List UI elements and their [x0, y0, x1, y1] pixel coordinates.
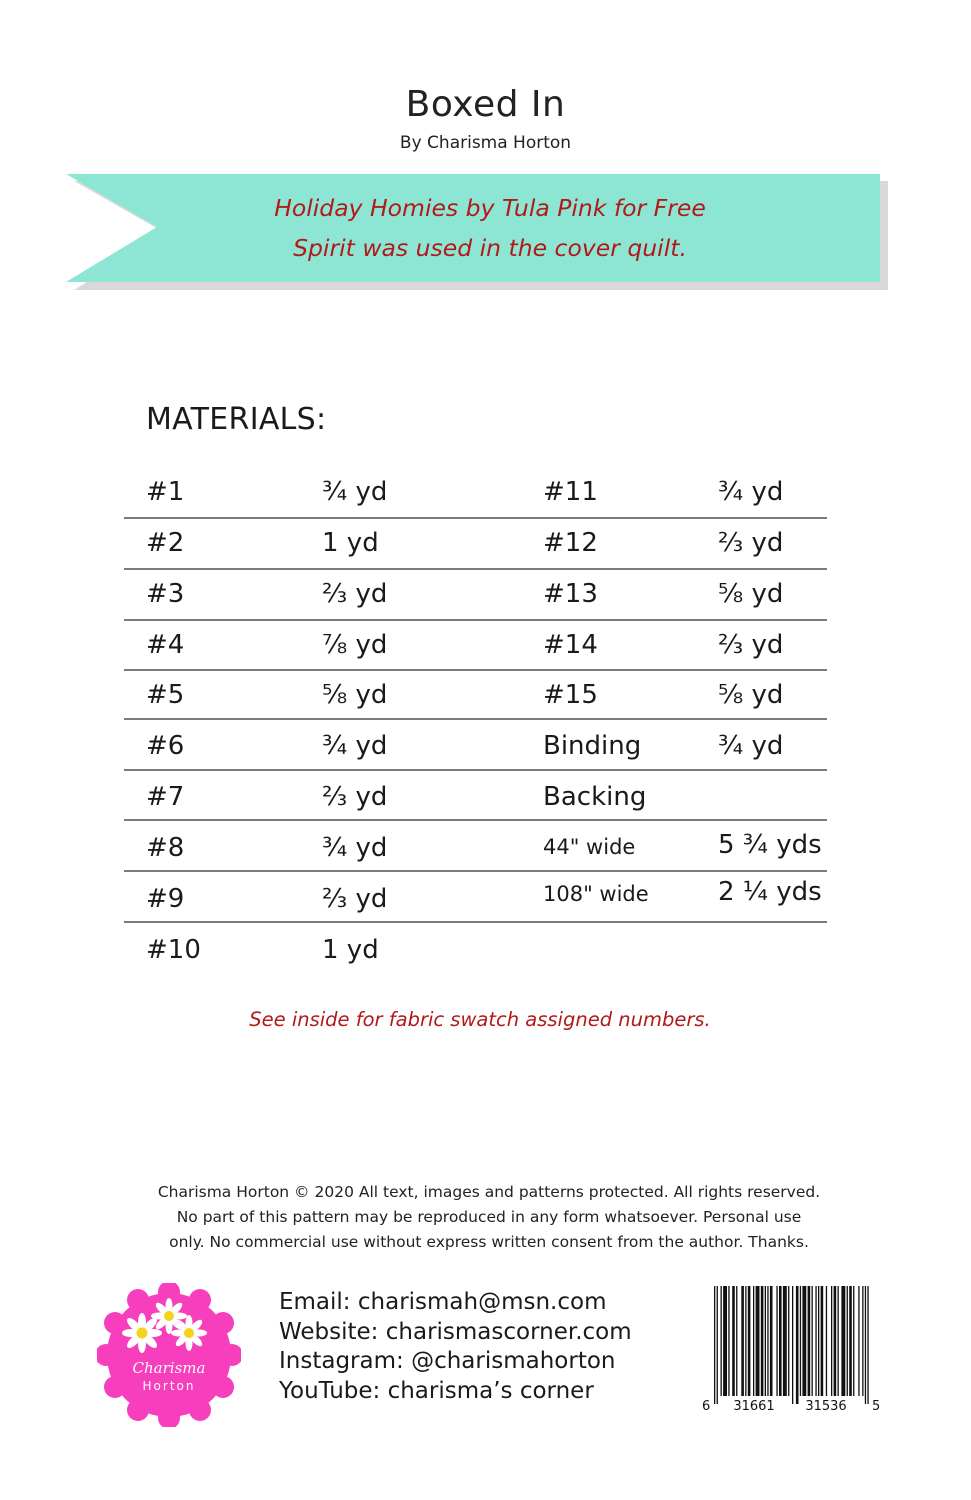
material-label: #11 — [543, 477, 598, 507]
barcode-bar — [826, 1286, 827, 1396]
material-label: #1 — [146, 477, 185, 507]
pattern-title: Boxed In — [405, 84, 566, 125]
material-label: Binding — [543, 731, 642, 761]
barcode-bar — [732, 1286, 735, 1396]
material-amount: ¾ yd — [322, 477, 388, 507]
ribbon-banner — [0, 168, 971, 293]
barcode-bar — [862, 1286, 863, 1396]
barcode-bar — [776, 1286, 777, 1396]
contact-youtube: YouTube: charisma’s corner — [279, 1378, 594, 1404]
row-divider — [124, 619, 827, 621]
row-divider — [124, 517, 827, 519]
barcode-bar — [818, 1286, 819, 1396]
backing-amount: 5 ¾ yds — [718, 830, 822, 860]
barcode-bar — [783, 1286, 787, 1396]
material-amount: ⅔ yd — [322, 579, 388, 609]
contact-email: Email: charismah@msn.com — [279, 1289, 607, 1315]
material-amount: ¾ yd — [322, 833, 388, 863]
contact-website: Website: charismascorner.com — [279, 1319, 632, 1345]
logo-text-1: Charisma — [132, 1359, 206, 1377]
copyright-line-3: only. No commercial use without express written consent from the author. Thanks. — [169, 1233, 809, 1251]
material-amount: ¾ yd — [322, 731, 388, 761]
material-amount: ⅔ yd — [322, 782, 388, 812]
barcode-bar — [800, 1286, 801, 1396]
author-byline: By Charisma Horton — [399, 133, 572, 153]
barcode-bar — [802, 1286, 806, 1396]
charisma-horton-logo — [97, 1283, 241, 1427]
barcode-bar — [736, 1286, 737, 1396]
material-label: #2 — [146, 528, 185, 558]
barcode-bar — [714, 1286, 715, 1404]
material-amount: 1 yd — [322, 935, 379, 965]
barcode-bar — [767, 1286, 768, 1396]
upc-barcode — [700, 1284, 884, 1416]
row-divider — [124, 669, 827, 671]
barcode-bar — [779, 1286, 782, 1396]
barcode-bar — [761, 1286, 764, 1396]
barcode-bar — [834, 1286, 837, 1396]
material-amount: ⅝ yd — [322, 680, 388, 710]
material-amount: ⅔ yd — [718, 630, 784, 660]
material-amount: ⅞ yd — [322, 630, 388, 660]
barcode-digit-last: 5 — [872, 1399, 881, 1414]
barcode-bar — [853, 1286, 854, 1396]
row-divider — [124, 568, 827, 570]
material-amount: ¾ yd — [718, 477, 784, 507]
barcode-bar — [770, 1286, 773, 1396]
material-amount: ¾ yd — [718, 731, 784, 761]
barcode-bars — [714, 1286, 869, 1404]
copyright-line-1: Charisma Horton © 2020 All text, images and patterns protected. All rights reserved. — [157, 1183, 821, 1201]
barcode-group-1: 31661 — [733, 1399, 775, 1414]
row-divider — [124, 921, 827, 923]
material-label: Backing — [543, 782, 647, 812]
barcode-bar — [756, 1286, 760, 1396]
material-label: #14 — [543, 630, 598, 660]
copyright-line-2: No part of this pattern may be reproduced in any form whatsoever. Personal use — [176, 1208, 802, 1226]
barcode-bar — [867, 1286, 868, 1404]
contact-instagram: Instagram: @charismahorton — [279, 1348, 616, 1374]
barcode-bar — [838, 1286, 839, 1396]
barcode-bar — [792, 1286, 793, 1404]
material-amount: ⅝ yd — [718, 680, 784, 710]
material-label: #10 — [146, 935, 201, 965]
material-label: #6 — [146, 731, 185, 761]
material-label: #15 — [543, 680, 598, 710]
barcode-bar — [796, 1286, 799, 1404]
barcode-bar — [721, 1286, 722, 1396]
barcode-bar — [831, 1286, 832, 1396]
barcode-bar — [865, 1286, 866, 1404]
material-label: #5 — [146, 680, 185, 710]
material-label: #3 — [146, 579, 185, 609]
barcode-bar — [808, 1286, 811, 1396]
material-label: #9 — [146, 884, 185, 914]
barcode-bar — [753, 1286, 754, 1396]
barcode-bar — [821, 1286, 824, 1396]
materials-heading: MATERIALS: — [146, 402, 327, 437]
row-divider — [124, 769, 827, 771]
barcode-bar — [717, 1286, 718, 1404]
barcode-group-2: 31536 — [805, 1399, 847, 1414]
barcode-bar — [728, 1286, 729, 1396]
barcode-bar — [748, 1286, 751, 1396]
barcode-bar — [741, 1286, 744, 1396]
material-label: #8 — [146, 833, 185, 863]
logo-text-2: Horton — [142, 1379, 196, 1393]
barcode-bar — [765, 1286, 766, 1396]
backing-amount: 2 ¼ yds — [718, 877, 822, 907]
material-label: #13 — [543, 579, 598, 609]
backing-width-label: 44" wide — [543, 835, 636, 859]
barcode-bar — [745, 1286, 746, 1396]
material-label: #4 — [146, 630, 185, 660]
material-amount: ⅔ yd — [322, 884, 388, 914]
barcode-bar — [847, 1286, 848, 1396]
material-label: #7 — [146, 782, 185, 812]
banner-text-line-1: Holiday Homies by Tula Pink for Free — [274, 194, 706, 222]
backing-width-label: 108" wide — [543, 882, 649, 906]
barcode-bar — [788, 1286, 789, 1396]
row-divider — [124, 718, 827, 720]
barcode-bar — [815, 1286, 816, 1396]
row-divider — [124, 819, 827, 821]
barcode-digit-first: 6 — [702, 1399, 711, 1414]
material-label: #12 — [543, 528, 598, 558]
barcode-bar — [812, 1286, 813, 1396]
barcode-bar — [849, 1286, 852, 1396]
material-amount: ⅝ yd — [718, 579, 784, 609]
material-amount: 1 yd — [322, 528, 379, 558]
banner-text-line-2: Spirit was used in the cover quilt. — [293, 234, 687, 262]
material-amount: ⅔ yd — [718, 528, 784, 558]
barcode-bar — [858, 1286, 859, 1396]
swatch-note: See inside for fabric swatch assigned numbers. — [249, 1008, 711, 1031]
row-divider — [124, 870, 827, 872]
barcode-bar — [723, 1286, 727, 1396]
barcode-bar — [841, 1286, 845, 1396]
